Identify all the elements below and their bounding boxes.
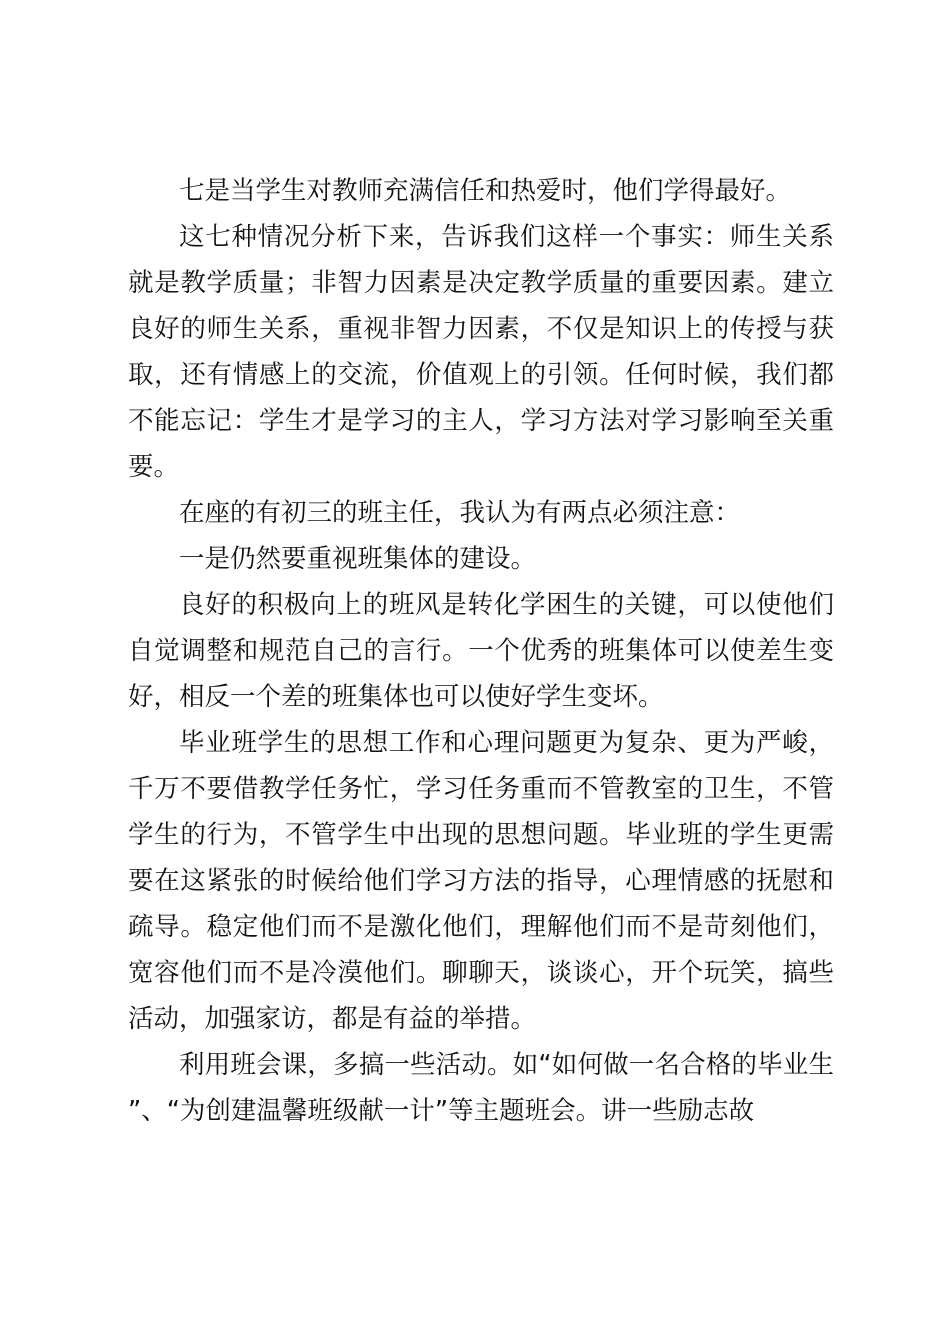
paragraph-7: 利用班会课，多搞一些活动。如“如何做一名合格的毕业生”、“为创建温馨班级献一计”等主题班会。讲一些励志故 bbox=[128, 1050, 834, 1126]
paragraph-2: 这七种情况分析下来，告诉我们这样一个事实：师生关系就是教学质量；非智力因素是决定教学质量的重要因素。建立良好的师生关系，重视非智力因素，不仅是知识上的传授与获取，还有情感上的交流，价值观上的引领。任何时候，我们都不能忘记：学生才是学习的主人，学习方法对学习影响至关重要。 bbox=[128, 222, 834, 482]
paragraph-1: 七是当学生对教师充满信任和热爱时，他们学得最好。 bbox=[179, 176, 792, 206]
paragraph-6: 毕业班学生的思想工作和心理问题更为复杂、更为严峻，千万不要借教学任务忙，学习任务重而不管教室的卫生，不管学生的行为，不管学生中出现的思想问题。毕业班的学生更需要在这紧张的时候给他们学习方法的指导，心理情感的抚慰和疏导。稳定他们而不是激化他们，理解他们而不是苛刻他们，宽容他们而不是冷漠他们。聊聊天，谈谈心，开个玩笑，搞些活动，加强家访，都是有益的举措。 bbox=[128, 728, 834, 1034]
document-body bbox=[128, 168, 834, 1134]
paragraph-5: 良好的积极向上的班风是转化学困生的关键，可以使他们自觉调整和规范自己的言行。一个优秀的班集体可以使差生变好，相反一个差的班集体也可以使好学生变坏。 bbox=[128, 590, 834, 712]
paragraph-4: 一是仍然要重视班集体的建设。 bbox=[179, 544, 537, 574]
paragraph-3: 在座的有初三的班主任，我认为有两点必须注意： bbox=[179, 498, 741, 528]
